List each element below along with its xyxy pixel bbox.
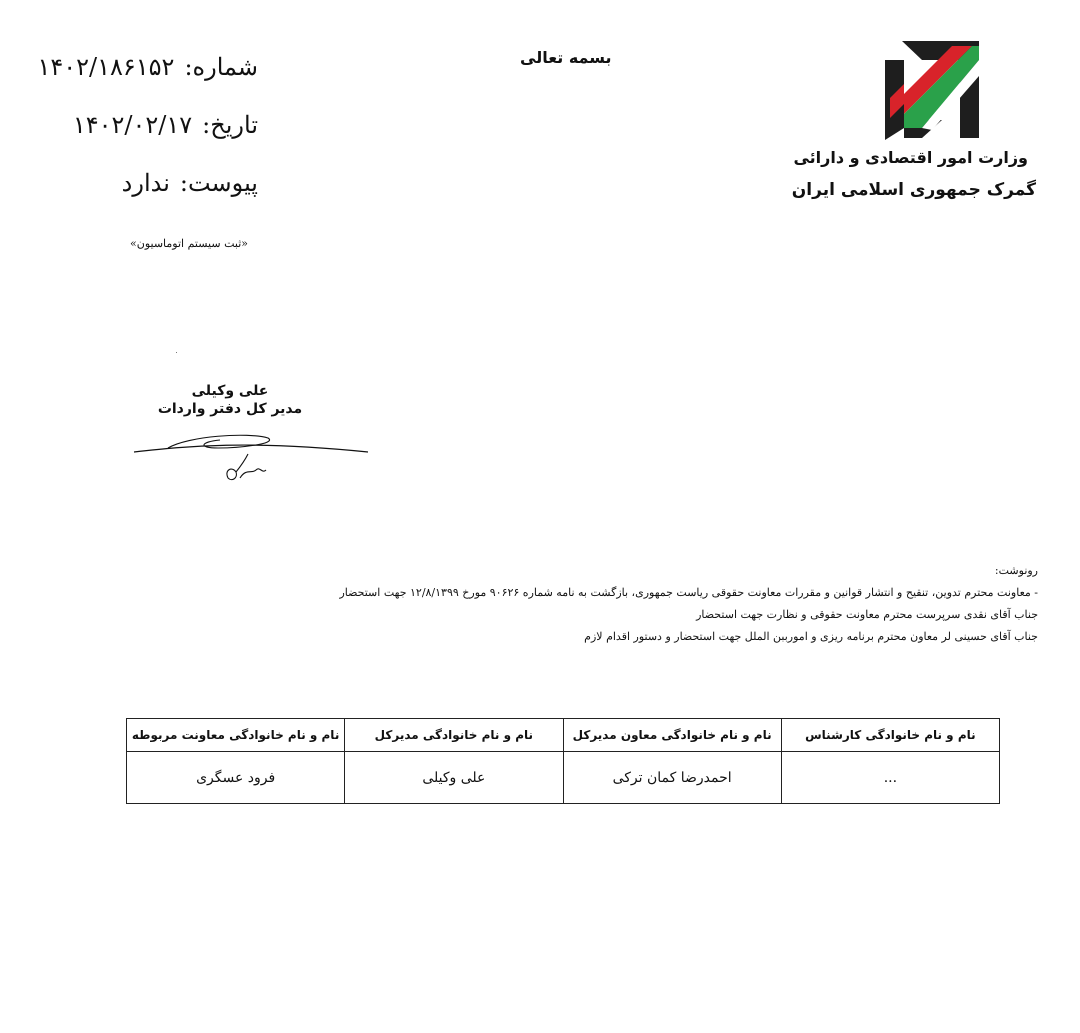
date-label: تاریخ: (202, 111, 258, 139)
date-value: ۱۴۰۲/۰۲/۱۷ (72, 111, 193, 139)
ministry-name: وزارت امور اقتصادی و دارائی (793, 148, 1028, 167)
number-value: ۱۴۰۲/۱۸۶۱۵۲ (37, 53, 175, 81)
handwritten-signature (128, 418, 373, 490)
customs-name: گمرک جمهوری اسلامی ایران (791, 180, 1036, 200)
letter-date (73, 110, 258, 140)
signatory-name: علی وکیلی (191, 383, 269, 399)
table-row (127, 752, 1000, 804)
cc-line: - معاونت محترم تدوین، تنقیح و انتشار قوانین و مقررات معاونت حقوقی ریاست جمهوری، بازگشت به نامه شماره ۹۰۶۲۶ مورخ ۱۲/۸/۱۳۹۹ جهت استحضار (339, 586, 1038, 599)
table-cell: فرود عسگری (127, 752, 345, 804)
signatory-title: مدیر کل دفتر واردات (157, 401, 303, 417)
number-label: شماره: (184, 53, 258, 81)
cc-heading: رونوشت: (994, 564, 1038, 577)
attachment-label: پیوست: (179, 169, 258, 197)
table-header: نام و نام خانوادگی کارشناس (781, 719, 999, 752)
bismillah-heading: بسمه تعالی (520, 48, 612, 67)
table-header: نام و نام خانوادگی مدیرکل (345, 719, 563, 752)
registration-note: «ثبت سیستم اتوماسیون» (130, 237, 248, 250)
table-header: نام و نام خانوادگی معاونت مربوطه (127, 719, 345, 752)
table-cell: احمدرضا کمان ترکی (563, 752, 781, 804)
customs-logo (882, 38, 982, 140)
table-header: نام و نام خانوادگی معاون مدیرکل (563, 719, 781, 752)
table-cell: علی وکیلی (345, 752, 563, 804)
letter-number (37, 52, 258, 82)
cc-section (218, 560, 1038, 648)
table-header-row (127, 719, 1000, 752)
cc-line: جناب آقای نقدی سرپرست محترم معاونت حقوقی و نظارت جهت استحضار (696, 608, 1038, 621)
cc-line: جناب آقای حسینی لر معاون محترم برنامه ریزی و امورببن الملل جهت استحضار و دستور اقدام لازم (584, 630, 1038, 643)
letter-attachment (122, 168, 258, 198)
attachment-value: ندارد (121, 169, 170, 197)
signatory-block (150, 382, 310, 418)
table-cell: ... (781, 752, 999, 804)
scan-dot (176, 352, 177, 353)
responsibility-table (126, 718, 1000, 804)
